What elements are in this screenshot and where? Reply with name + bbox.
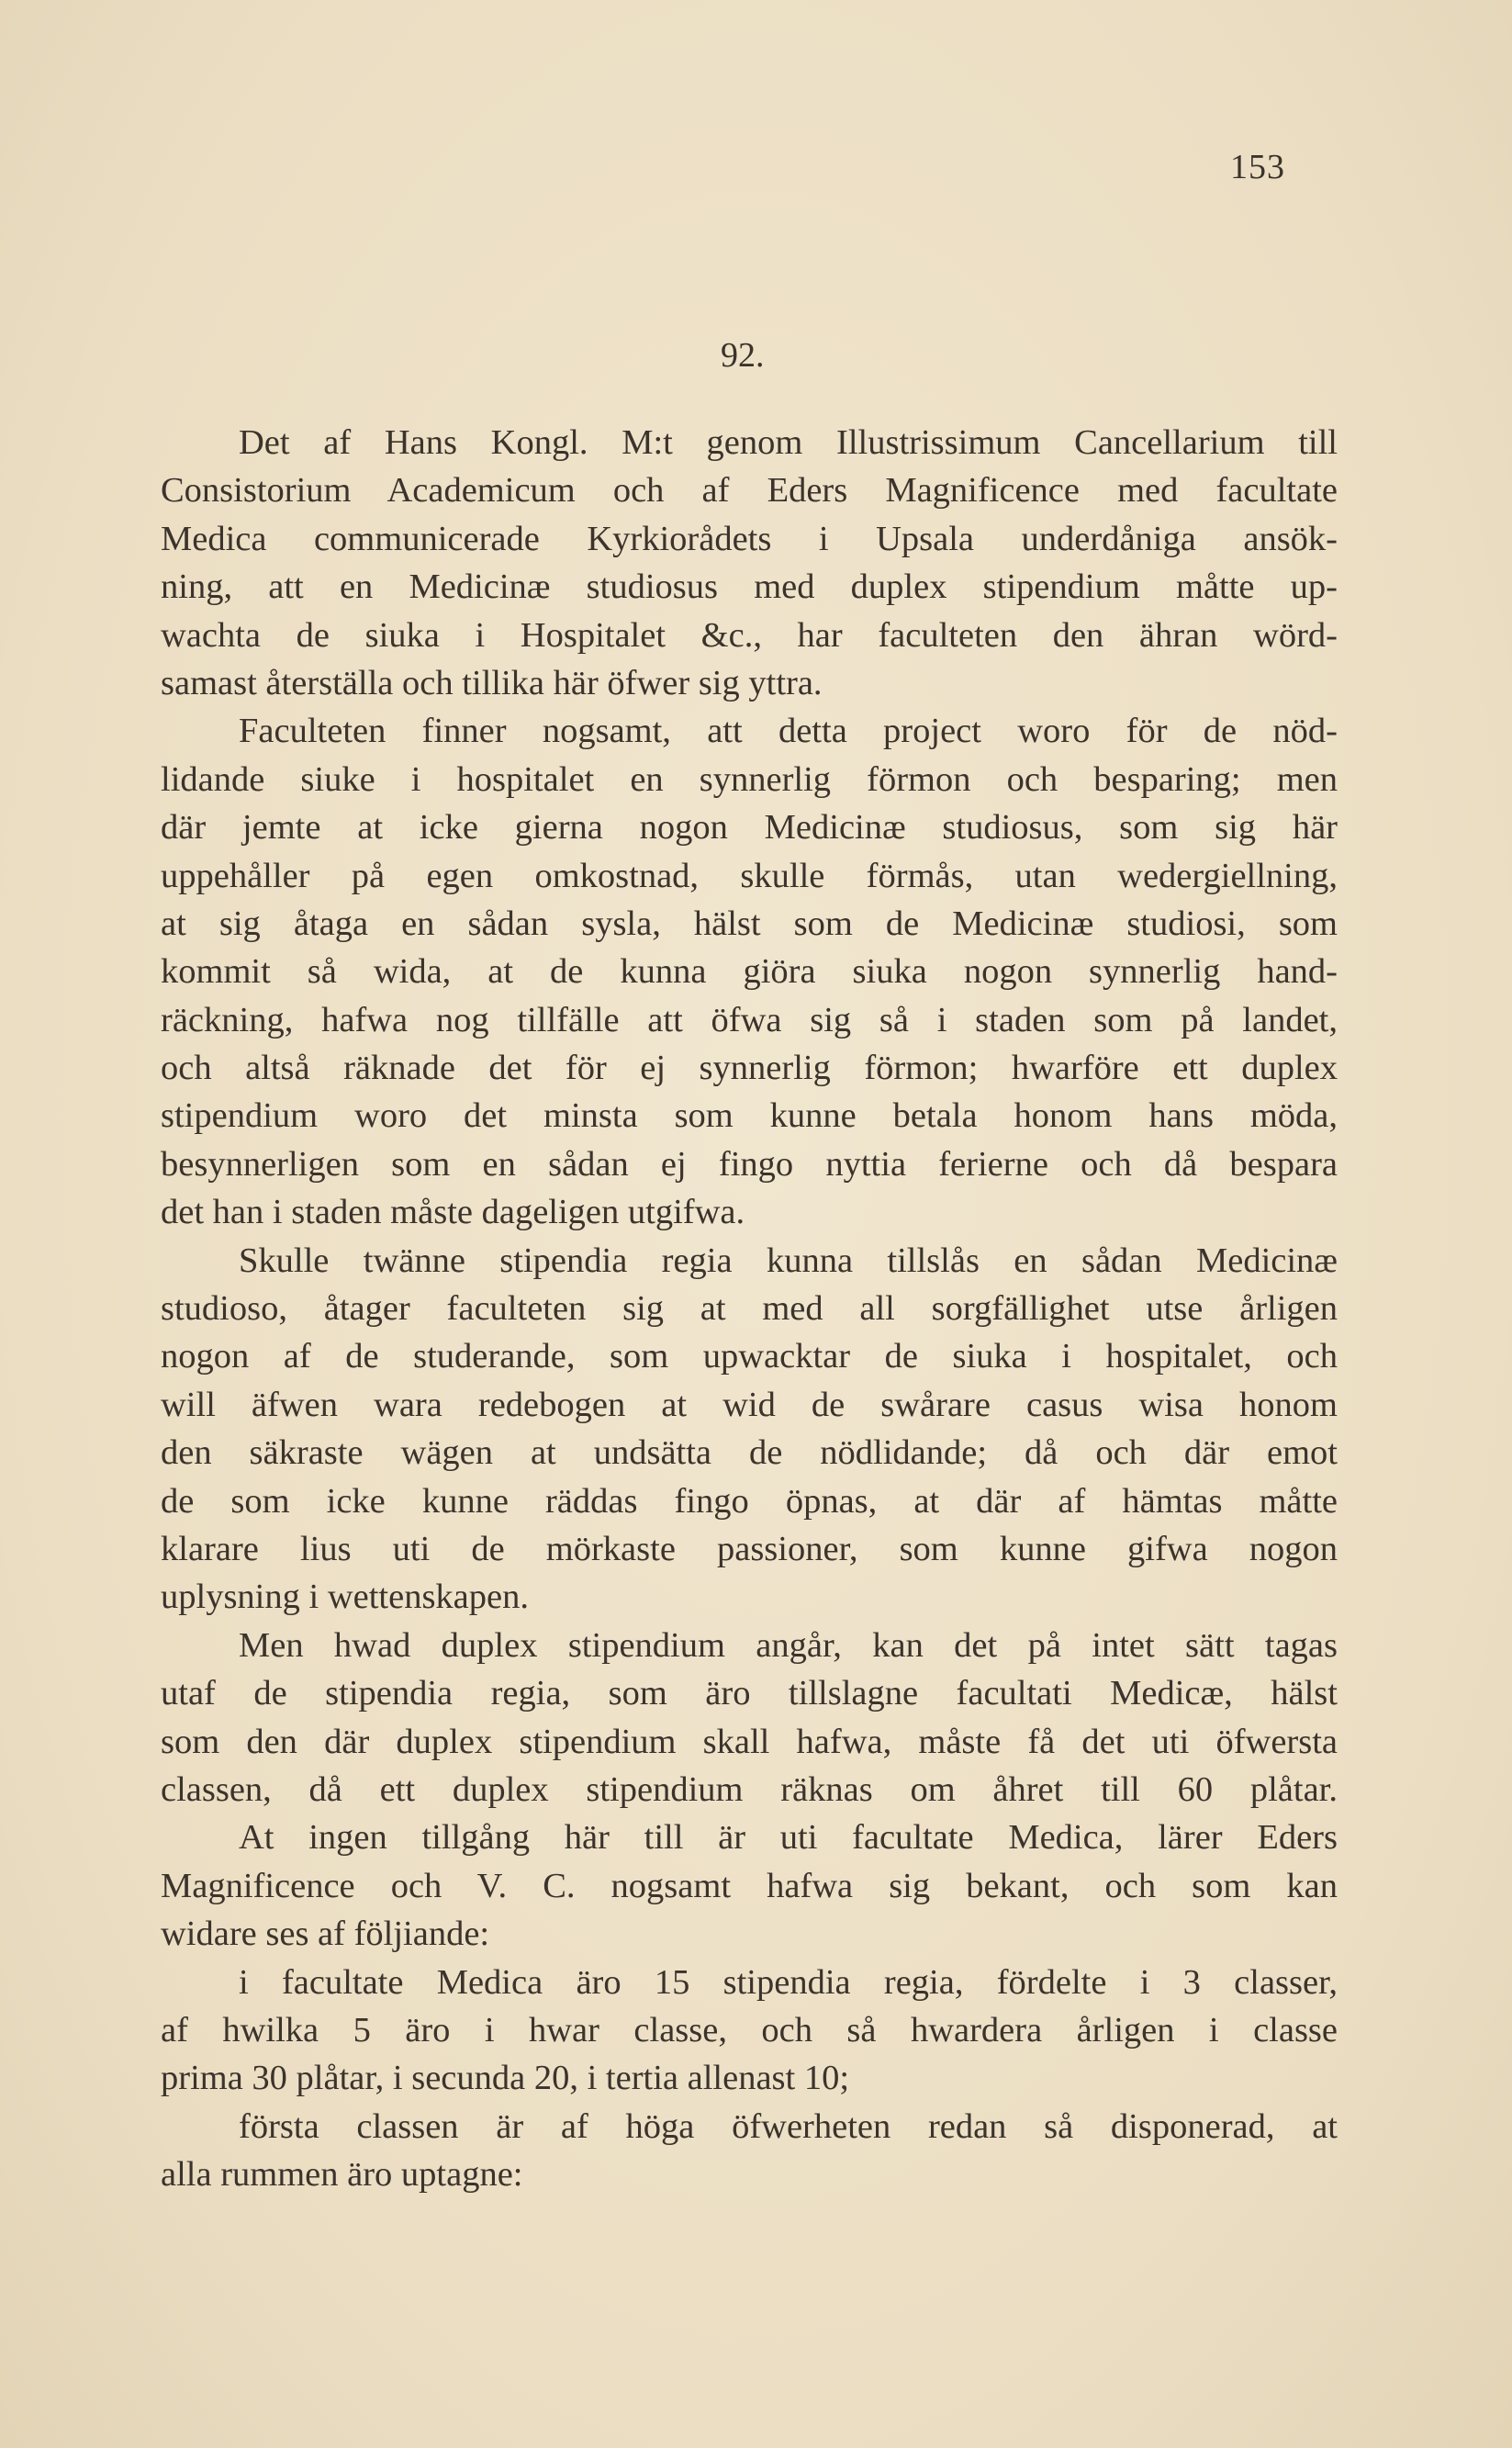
text-line: prima 30 plåtar, i secunda 20, i tertia allenast 10; <box>161 2059 850 2098</box>
text-line: at sig åtaga en sådan sysla, hälst som de Medicinæ studiosi, som <box>161 904 1338 943</box>
text-line: Magnificence och V. C. nogsamt hafwa sig bekant, och som kan <box>161 1866 1338 1905</box>
text-line: lidande siuke i hospitalet en synnerlig förmon och besparing; men <box>161 759 1338 799</box>
text-line: kommit så wida, at de kunna giöra siuka nogon synnerlig hand- <box>161 952 1338 992</box>
text-line: Consistorium Academicum och af Eders Magnificence med facultate <box>161 471 1338 511</box>
text-line: Men hwad duplex stipendium angår, kan det på intet sätt tagas <box>239 1625 1338 1665</box>
text-line: Faculteten finner nogsamt, att detta project woro för de nöd- <box>239 712 1338 751</box>
text-line: wachta de siuka i Hospitalet &c., har faculteten den ähran wörd- <box>161 615 1338 655</box>
text-line: där jemte at icke gierna nogon Medicinæ studiosus, som sig här <box>161 808 1338 848</box>
text-line: det han i staden måste dageligen utgifwa. <box>161 1193 745 1232</box>
text-line: studioso, åtager faculteten sig at med all sorgfällighet utse årligen <box>161 1289 1338 1329</box>
text-line: uppehåller på egen omkostnad, skulle förmås, utan wedergiellning, <box>161 856 1338 895</box>
text-line: och altså räknade det för ej synnerlig förmon; hwarföre ett duplex <box>161 1049 1338 1088</box>
text-line: classen, då ett duplex stipendium räknas om åhret till 60 plåtar. <box>161 1769 1338 1809</box>
text-line: stipendium woro det minsta som kunne betala honom hans möda, <box>161 1096 1338 1136</box>
text-line: widare ses af följiande: <box>161 1915 490 1954</box>
text-line: klarare lius uti de mörkaste passioner, som kunne gifwa nogon <box>161 1529 1338 1568</box>
text-line: ning, att en Medicinæ studiosus med duplex stipendium måtte up- <box>161 567 1338 607</box>
text-line: Det af Hans Kongl. M:t genom Illustrissimum Cancellarium till <box>239 423 1338 462</box>
text-line: som den där duplex stipendium skall hafwa, måste få det uti öfwersta <box>161 1722 1338 1761</box>
text-line: Skulle twänne stipendia regia kunna tillslås en sådan Medicinæ <box>239 1241 1338 1280</box>
text-line: will äfwen wara redebogen at wid de swårare casus wisa honom <box>161 1385 1338 1424</box>
text-line: besynnerligen som en sådan ej fingo nyttia ferierne och då bespara <box>161 1144 1338 1184</box>
text-line: den säkraste wägen at undsätta de nödlidande; då och där emot <box>161 1433 1338 1473</box>
text-line: alla rummen äro uptagne: <box>161 2155 523 2195</box>
text-line: uplysning i wettenskapen. <box>161 1578 529 1617</box>
text-line: At ingen tillgång här till är uti facultate Medica, lärer Eders <box>239 1818 1338 1858</box>
text-line: första classen är af höga öfwerheten redan så disponerad, at <box>239 2106 1338 2146</box>
text-line: utaf de stipendia regia, som äro tillslagne facultati Medicæ, hälst <box>161 1674 1338 1713</box>
text-line: samast återställa och tillika här öfwer sig yttra. <box>161 663 823 702</box>
page-number: 153 <box>1230 148 1285 186</box>
text-line: Medica communicerade Kyrkiorådets i Upsala underdåniga ansök- <box>161 519 1338 558</box>
document-number: 92. <box>721 336 765 375</box>
text-line: af hwilka 5 äro i hwar classe, och så hwardera årligen i classe <box>161 2010 1338 2049</box>
text-line: de som icke kunne räddas fingo öpnas, at där af hämtas måtte <box>161 1481 1338 1521</box>
text-line: i facultate Medica äro 15 stipendia regia, fördelte i 3 classer, <box>239 1962 1338 2002</box>
text-line: räckning, hafwa nog tillfälle att öfwa sig så i staden som på landet, <box>161 1000 1338 1039</box>
body-text <box>161 419 1338 2198</box>
text-line: nogon af de studerande, som upwacktar de siuka i hospitalet, och <box>161 1337 1338 1376</box>
